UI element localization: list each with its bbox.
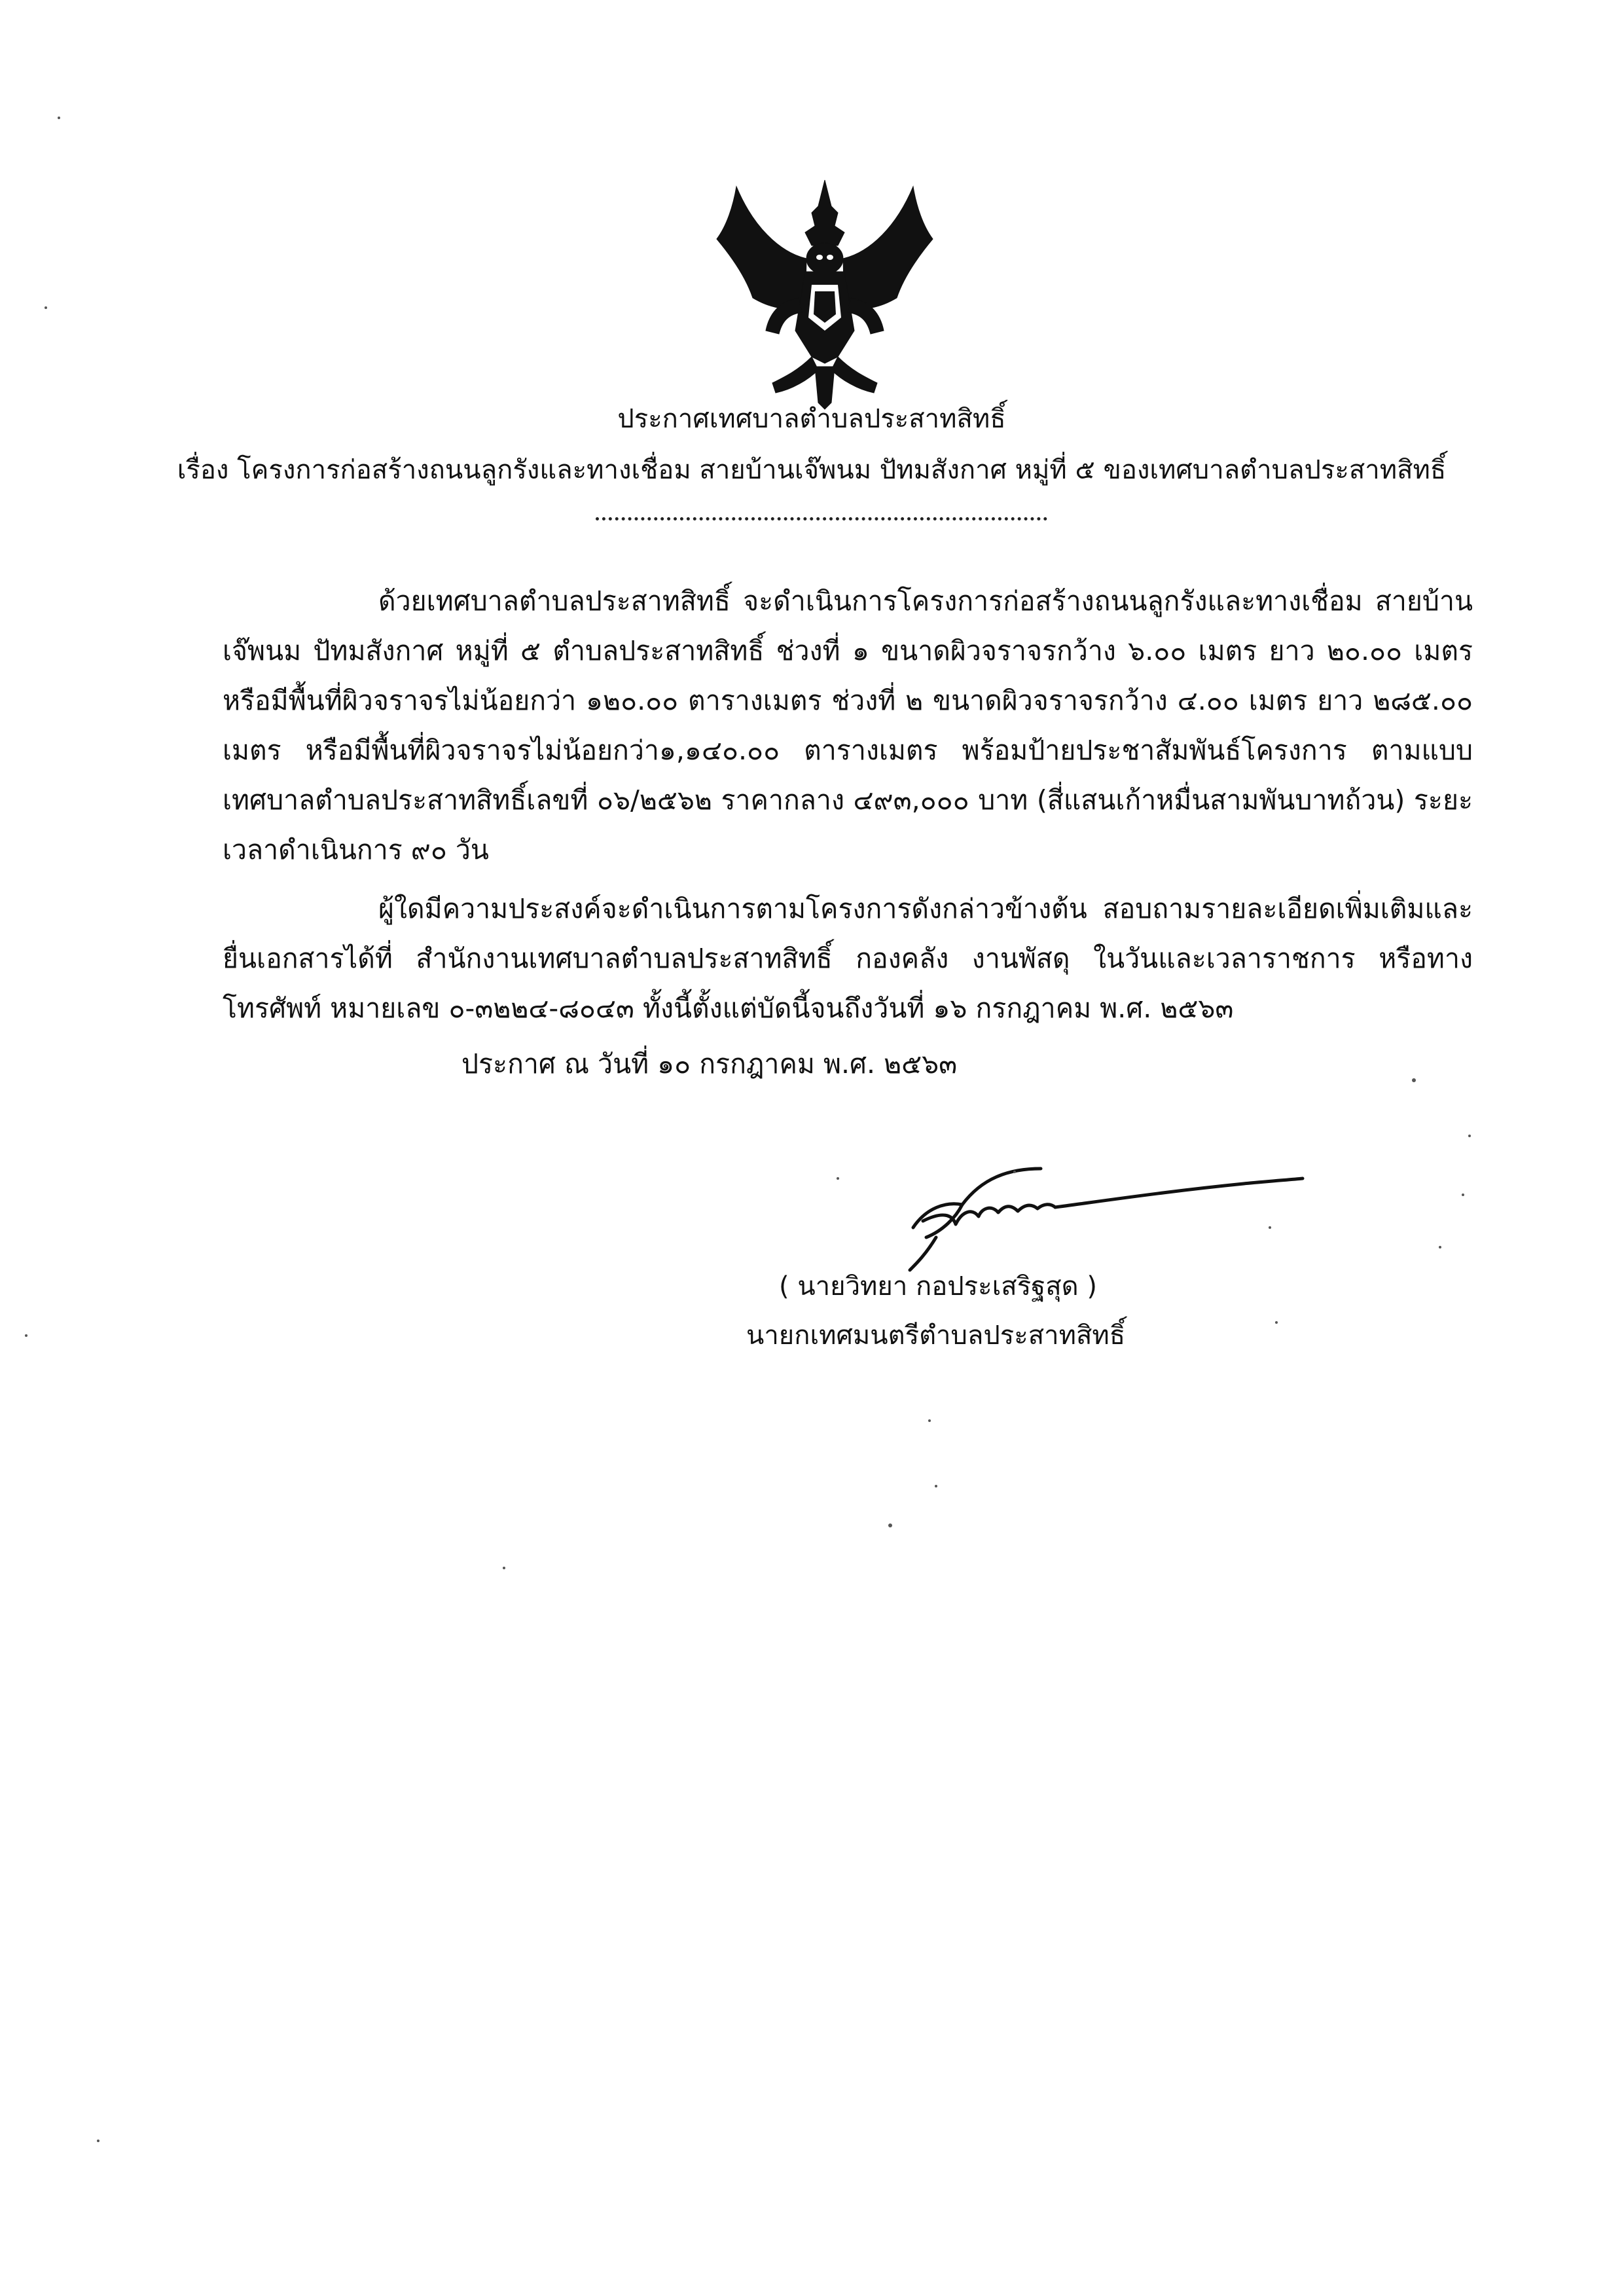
announcement-title: ประกาศเทศบาลตำบลประสาทสิทธิ์ — [617, 404, 1006, 434]
garuda-emblem-icon — [707, 167, 943, 416]
signatory-name: ( นายวิทยา กอประเสริฐสุด ) — [779, 1271, 1097, 1302]
handwritten-signature — [785, 1139, 1322, 1283]
announcement-date: ประกาศ ณ วันที่ ๑๐ กรกฎาคม พ.ศ. ๒๕๖๓ — [461, 1048, 958, 1080]
dotted-divider — [596, 517, 1047, 520]
signatory-position: นายกเทศมนตรีตำบลประสาทสิทธิ์ — [746, 1321, 1126, 1351]
body-paragraph-project-details: ด้วยเทศบาลตำบลประสาทสิทธิ์ จะดำเนินการโครงการก่อสร้างถนนลูกรังและทางเชื่อม สายบ้านเจ๊พนม ปัทมสังกาศ หมู่ที่ ๕ ตำบลประสาทสิทธิ์ ช่วงที่ ๑ ขนาดผิวจราจรกว้าง ๖.๐๐ เมตร ยาว ๒๐.๐๐ เมตร หรือมีพื้นที่ผิวจราจรไม่น้อยกว่า ๑๒๐.๐๐ ตารางเมตร ช่วงที่ ๒ ขนาดผิวจราจรกว้าง ๔.๐๐ เมตร ยาว ๒๘๕.๐๐ เมตร หรือมีพื้นที่ผิวจราจรไม่น้อยกว่า๑,๑๔๐.๐๐ ตารางเมตร พร้อมป้ายประชาสัมพันธ์โครงการ ตามแบบเทศบาลตำบลประสาทสิทธิ์เลขที่ ๐๖/๒๕๖๒ ราคากลาง ๔๙๓,๐๐๐ บาท (สี่แสนเก้าหมื่นสามพันบาทถ้วน) ระยะเวลาดำเนินการ ๙๐ วัน — [223, 585, 1473, 866]
body-paragraph-contact-info: ผู้ใดมีความประสงค์จะดำเนินการตามโครงการดังกล่าวข้างต้น สอบถามรายละเอียดเพิ่มเติมและยื่นเอกสารได้ที่ สำนักงานเทศบาลตำบลประสาทสิทธิ์ กองคลัง งานพัสดุ ในวันและเวลาราชการ หรือทางโทรศัพท์ หมายเลข ๐-๓๒๒๔-๘๐๔๓ ทั้งนี้ตั้งแต่บัดนี้จนถึงวันที่ ๑๖ กรกฎาคม พ.ศ. ๒๕๖๓ — [223, 893, 1473, 1024]
announcement-subject: เรื่อง โครงการก่อสร้างถนนลูกรังและทางเชื่อม สายบ้านเจ๊พนม ปัทมสังกาศ หมู่ที่ ๕ ของเทศบาลตำบลประสาทสิทธิ์ — [177, 455, 1447, 485]
